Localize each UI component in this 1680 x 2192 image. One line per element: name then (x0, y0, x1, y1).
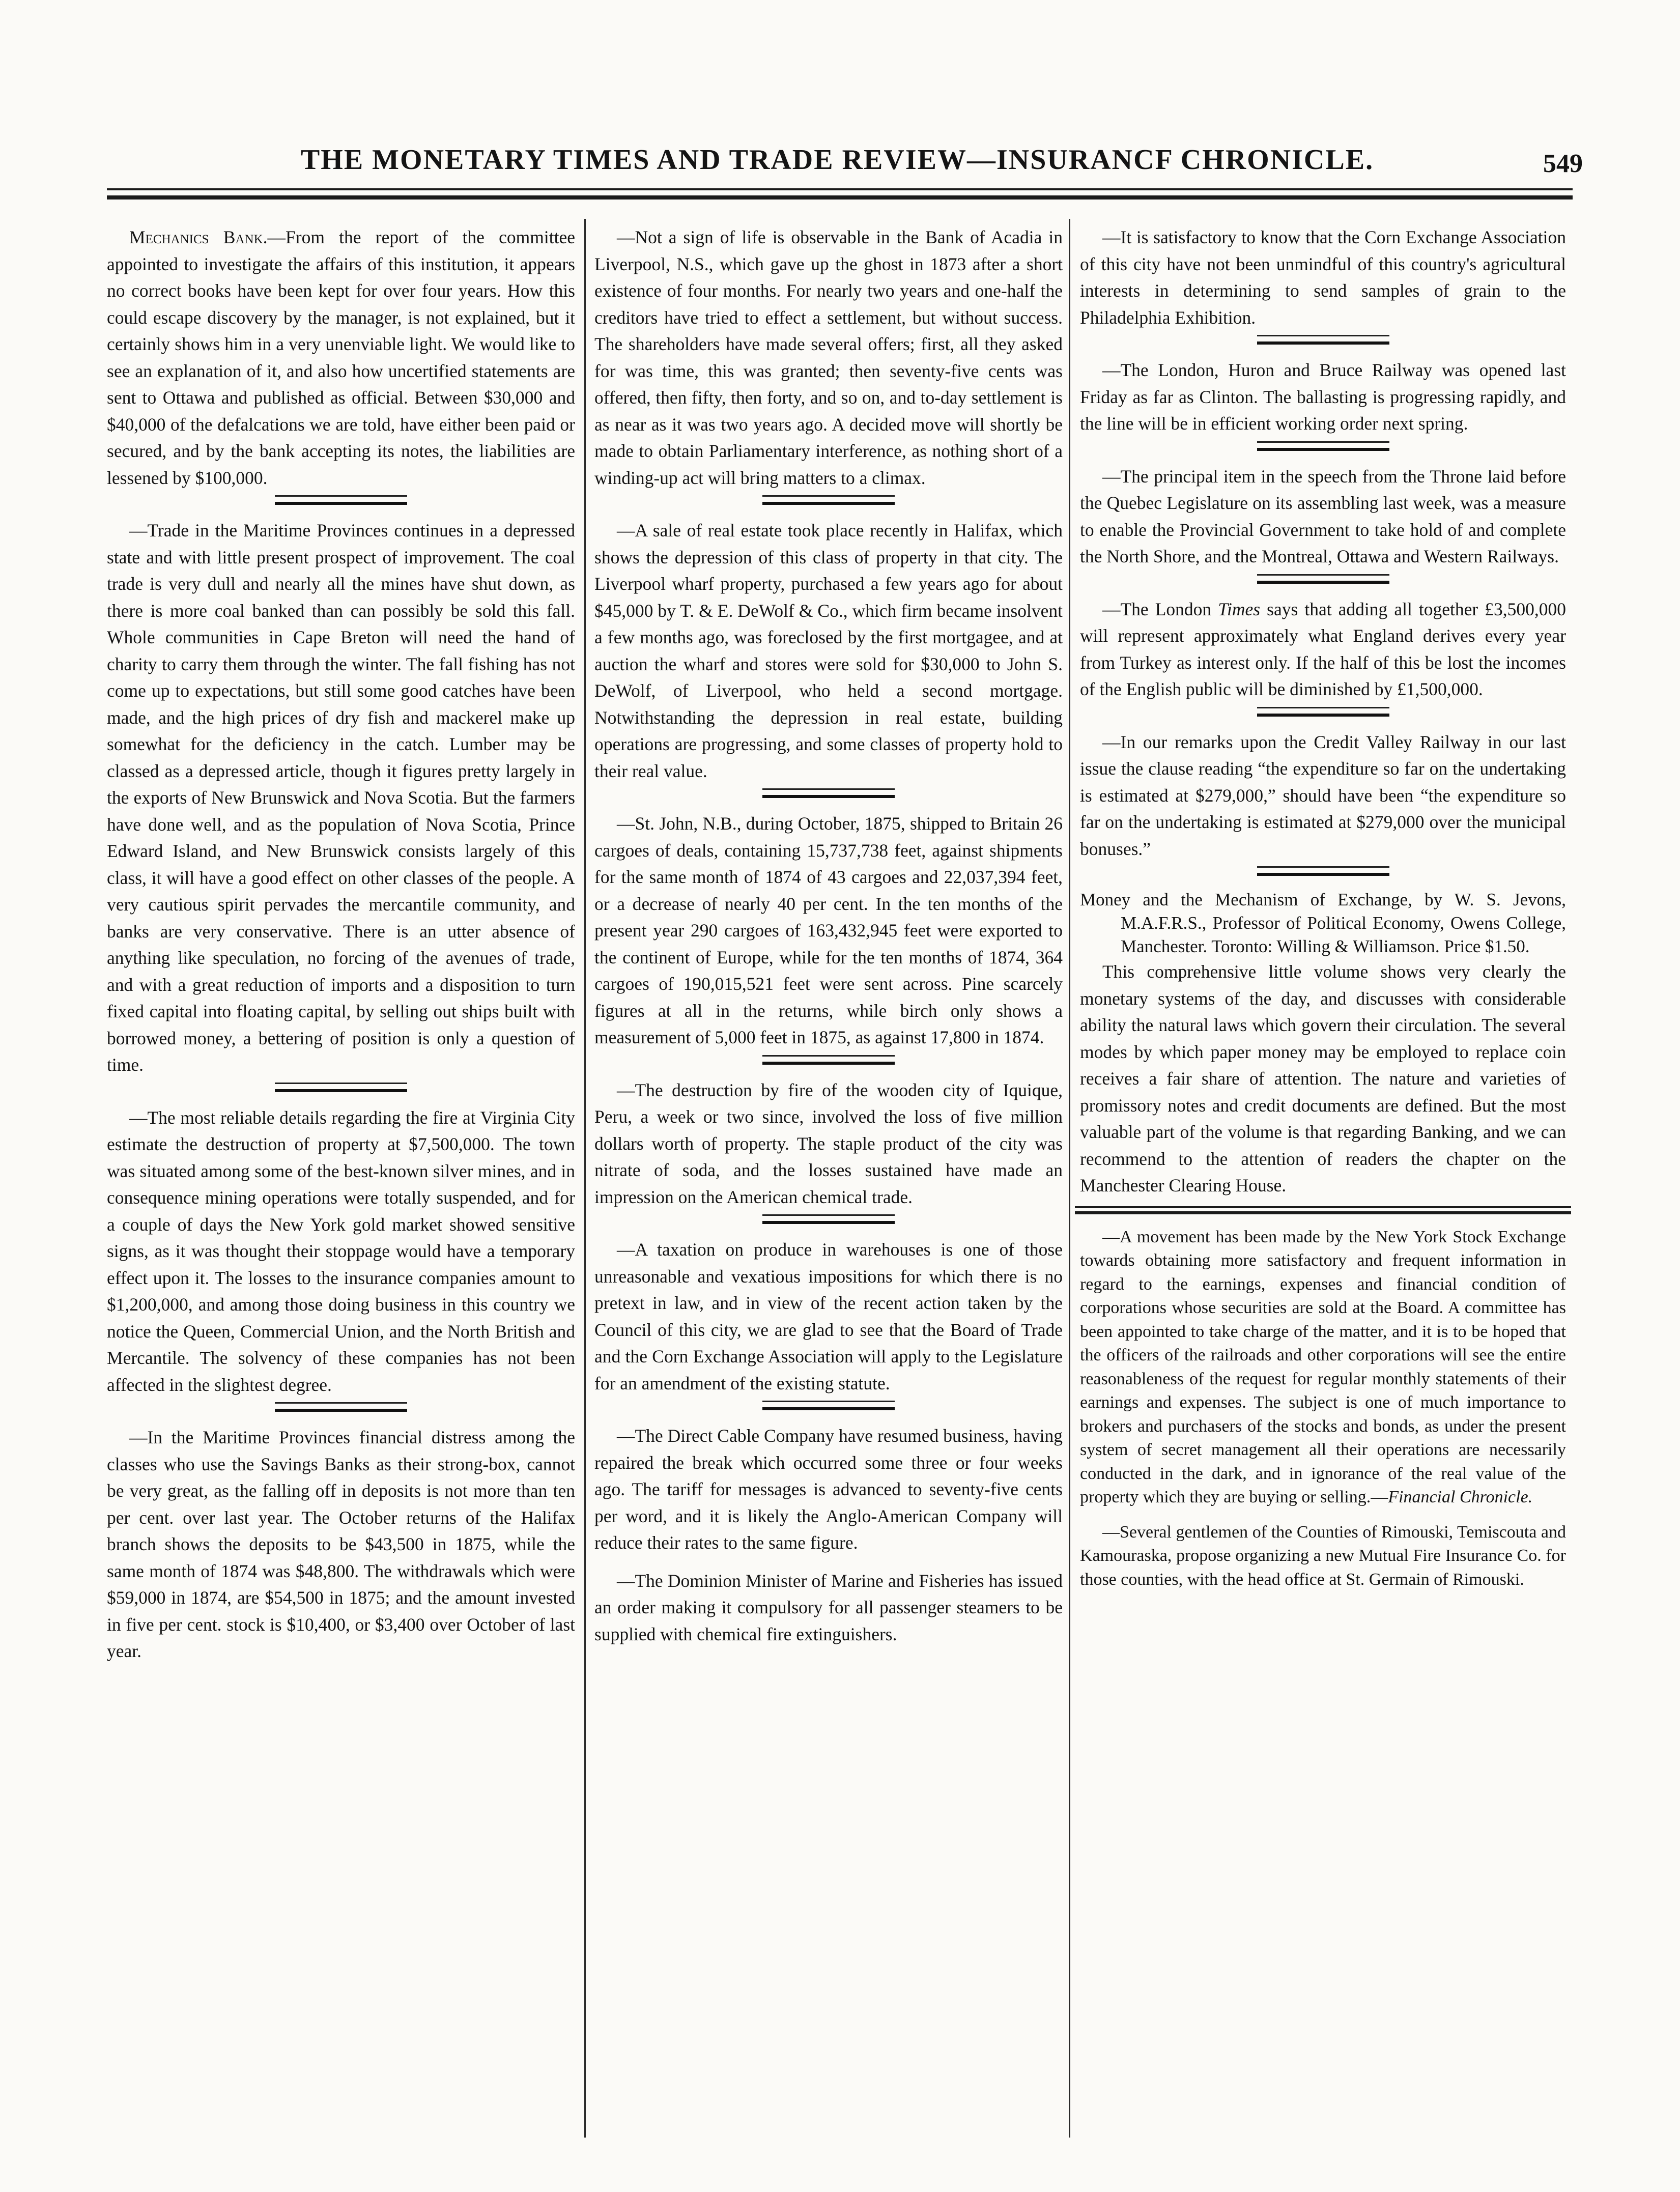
article-separator (275, 1083, 407, 1092)
article-body: —From the report of the committee appointed to investigate the affairs of this institution, it appears no correct books have been kept for over four years. How this could escape discovery by the manager, is not explained, but it certainly shows him in a very unenviable light. We would like to see an explanation of it, and also how uncertified statements are sent to Ottawa and published as official. Between $30,000 and $40,000 of the defalcations we are told, have either been paid or secured, and by the bank accepting its notes, the liabilities are lessened by $100,000. (107, 227, 576, 488)
column-right (1080, 224, 1566, 1591)
article-separator (1257, 866, 1389, 876)
article-london-huron-bruce: —The London, Huron and Bruce Railway was opened last Friday as far as Clinton. The ballasting is progressing rapidly, and the line will be in efficient working order next spring. (1080, 360, 1566, 434)
book-notice-review: This comprehensive little volume shows very clearly the monetary systems of the day, and discusses with considerable ability the natural laws which govern their circulation. The several modes by which paper money may be employed to replace coin receives a fair share of attention. The nature and varieties of promissory notes and credit documents are defined. But the most valuable part of the volume is that regarding Banking, and we can recommend to the attention of readers the chapter on the Manchester Clearing House. (1080, 961, 1566, 1195)
article-separator (1257, 441, 1389, 451)
article-fire-extinguishers: —The Dominion Minister of Marine and Fisheries has issued an order making it compulsory for all passenger steamers to be supplied with chemical fire extinguishers. (594, 1570, 1063, 1644)
article-text: says that adding all together £3,500,000 will represent approximately what England derives every year from Turkey as interest only. If the half of this be lost the incomes of the English public will be diminished by £1,500,000. (1080, 599, 1566, 699)
article-virginia-city-fire: —The most reliable details regarding the fire at Virginia City estimate the destruction of property at $7,500,000. The town was situated among some of the best-known silver mines, and in consequence mining operations were totally suspended, and for a couple of days the New York gold market showed sensitive signs, as it was thought their stoppage would have a temporary effect upon it. The losses to the insurance companies amount to $1,200,000, and among those doing business in this country we notice the Queen, Commercial Union, and the North British and Mercantile. The solvency of these companies has not been affected in the slightest degree. (107, 1107, 575, 1395)
article-separator (275, 495, 407, 505)
article-separator (1257, 335, 1389, 345)
article-text: —The London (1102, 599, 1218, 619)
article-st-john-deals: —St. John, N.B., during October, 1875, shipped to Britain 26 cargoes of deals, containing 15,737,738 feet, against shipments for the same month of 1874 of 43 cargoes and 22,037,394 feet, or a decrease of nearly 40 per cent. In the ten months of the present year 290 cargoes of 163,432,945 feet were exported to the continent of Europe, while for the ten months of 1874, 364 cargoes of 190,015,521 feet were sent across. Pine scarcely figures at all in the returns, while birch only shows a measurement of 5,000 feet in 1875, as against 17,800 in 1874. (594, 813, 1063, 1047)
publication-title: Times (1218, 599, 1261, 619)
section-rule (1075, 1211, 1571, 1214)
article-corn-exchange: —It is satisfactory to know that the Corn Exchange Association of this city have not been unmindful of this country's agricultural interests in determining to send samples of grain to the Philadelphia Exhibition. (1080, 227, 1566, 328)
article-credit-valley: —In our remarks upon the Credit Valley Railway in our last issue the clause reading “the expenditure so far on the undertaking is estimated at $279,000,” should have been “the expenditure so far on the undertaking is estimated at $279,000 over the municipal bonuses.” (1080, 731, 1566, 859)
column-divider-1 (584, 219, 586, 2138)
article-separator (275, 1402, 407, 1412)
article-mechanics-bank (107, 224, 575, 491)
article-ny-stock-exchange (1080, 1226, 1566, 1510)
article-london-times (1080, 596, 1566, 703)
column-divider-2 (1069, 219, 1070, 2138)
article-source: Financial Chronicle. (1388, 1488, 1533, 1506)
section-rule (1075, 1206, 1571, 1208)
page-header (92, 144, 1583, 186)
article-lead: Mechanics Bank. (129, 227, 268, 247)
article-maritime-trade: —Trade in the Maritime Provinces continues in a depressed state and with little present prospect of improvement. The coal trade is very dull and nearly all the mines have shut down, as there is more coal banked than can possibly be sold this fall. Whole communities in Cape Breton will need the hand of charity to carry them through the winter. The fall fishing has not come up to expectations, but still some good catches have been made, and the high prices of dry fish and mackerel make up somewhat for the deficiency in the catch. Lumber may be classed as a depressed article, though it figures pretty largely in the exports of New Brunswick and Nova Scotia. But the farmers have done well, and as the population of Nova Scotia, Prince Edward Island, and New Brunswick consists largely of this class, it will have a good effect on other classes of the people. A very cautious spirit pervades the mercantile community, and banks are very conservative. There is an utter absence of anything like speculation, no forcing of the avenues of trade, and with a great reduction of imports and a disposition to turn fixed capital into floating capital, by selling out ships built with borrowed money, a bettering of position is only a question of time. (107, 520, 575, 1075)
article-separator (1257, 707, 1389, 717)
article-separator (1257, 574, 1389, 584)
article-direct-cable: —The Direct Cable Company have resumed business, having repaired the break which occurred some three or four weeks ago. The tariff for messages is advanced to seventy-five cents per word, and it is likely the Anglo-American Company will reduce their rates to the same figure. (594, 1426, 1063, 1553)
article-separator (762, 1401, 895, 1410)
article-separator (762, 1214, 895, 1224)
page-number: 549 (1543, 149, 1583, 178)
book-notice-title: Money and the Mechanism of Exchange, by W. S. Jevons, M.A.F.R.S., Professor of Political Economy, Owens College, Manchester. Toronto: Willing & Williamson. Price $1.50. (1080, 890, 1566, 956)
column-left (107, 224, 575, 1665)
article-iquique-fire: —The destruction by fire of the wooden city of Iquique, Peru, a week or two since, involved the loss of five million dollars worth of property. The staple product of the city was nitrate of soda, and the losses sustained have made an impression on the American chemical trade. (594, 1079, 1063, 1207)
article-savings-banks: —In the Maritime Provinces financial distress among the classes who use the Savings Banks as their strong-box, cannot be very great, as the falling off in deposits is not more than ten per cent. over last year. The October returns of the Halifax branch shows the deposits to be $43,500 in 1875, while the same month of 1874 was $48,800. The withdrawals which were $59,000 in 1874, are $54,500 in 1875; and the amount invested in five per cent. stock is $10,400, or $3,400 over October of last year. (107, 1427, 575, 1661)
running-title: THE MONETARY TIMES AND TRADE REVIEW—INSURANCF CHRONICLE. (300, 144, 1374, 176)
article-separator (762, 495, 895, 505)
article-rimouski-insurance: —Several gentlemen of the Counties of Rimouski, Temiscouta and Kamouraska, propose organizing a new Mutual Fire Insurance Co. for those counties, with the head office at St. Germain of Rimouski. (1080, 1522, 1566, 1589)
article-text: —A movement has been made by the New York Stock Exchange towards obtaining more satisfactory and frequent information in regard to the earnings, expenses and financial condition of corporations whose securities are sold at the Board. A committee has been appointed to take charge of the matter, and it is to be hoped that the officers of the railroads and other corporations will see the entire reasonableness of the request for regular monthly statements of their earnings and expenses. The subject is one of much importance to brokers and purchasers of the stocks and bonds, as under the present system of secret management all their operations are necessarily conducted in the dark, and in ignorance of the real value of the property which they are buying or selling.— (1080, 1227, 1566, 1506)
header-rule-thick (107, 195, 1573, 200)
article-bank-of-acadia: —Not a sign of life is observable in the Bank of Acadia in Liverpool, N.S., which gave up the ghost in 1873 after a short existence of four months. For nearly two years and one-half the creditors have tried to effect a settlement, but without success. The shareholders have made several offers; first, all they asked for was time, this was granted; then seventy-five cents was offered, then fifty, then forty, and so on, and to-day settlement is as near as it was two years ago. A decided move will shortly be made to obtain Parliamentary interference, as nothing short of a winding-up act will bring matters to a climax. (594, 227, 1063, 488)
article-separator (762, 788, 895, 798)
article-quebec-speech: —The principal item in the speech from the Throne laid before the Quebec Legislature on its assembling last week, was a measure to enable the Provincial Government to take hold of and complete the North Shore, and the Montreal, Ottawa and Western Railways. (1080, 466, 1566, 566)
column-middle (594, 224, 1063, 1647)
article-separator (762, 1055, 895, 1065)
article-halifax-real-estate: —A sale of real estate took place recently in Halifax, which shows the depression of this class of property in that city. The Liverpool wharf property, purchased a few years ago for about $45,000 by T. & E. DeWolf & Co., which firm became insolvent a few months ago, was foreclosed by the first mortgagee, and at auction the wharf and stores were sold for $30,000 to John S. DeWolf, of Liverpool, who held a second mortgage. Notwithstanding the depression in real estate, building operations are progressing, and some classes of property hold to their real value. (594, 520, 1063, 781)
article-warehouse-taxation: —A taxation on produce in warehouses is one of those unreasonable and vexatious impositions for which there is no pretext in law, and in view of the recent action taken by the Council of this city, we are glad to see that the Board of Trade and the Corn Exchange Association will apply to the Legislature for an amendment of the existing statute. (594, 1239, 1063, 1393)
header-rule-thin (107, 188, 1573, 190)
